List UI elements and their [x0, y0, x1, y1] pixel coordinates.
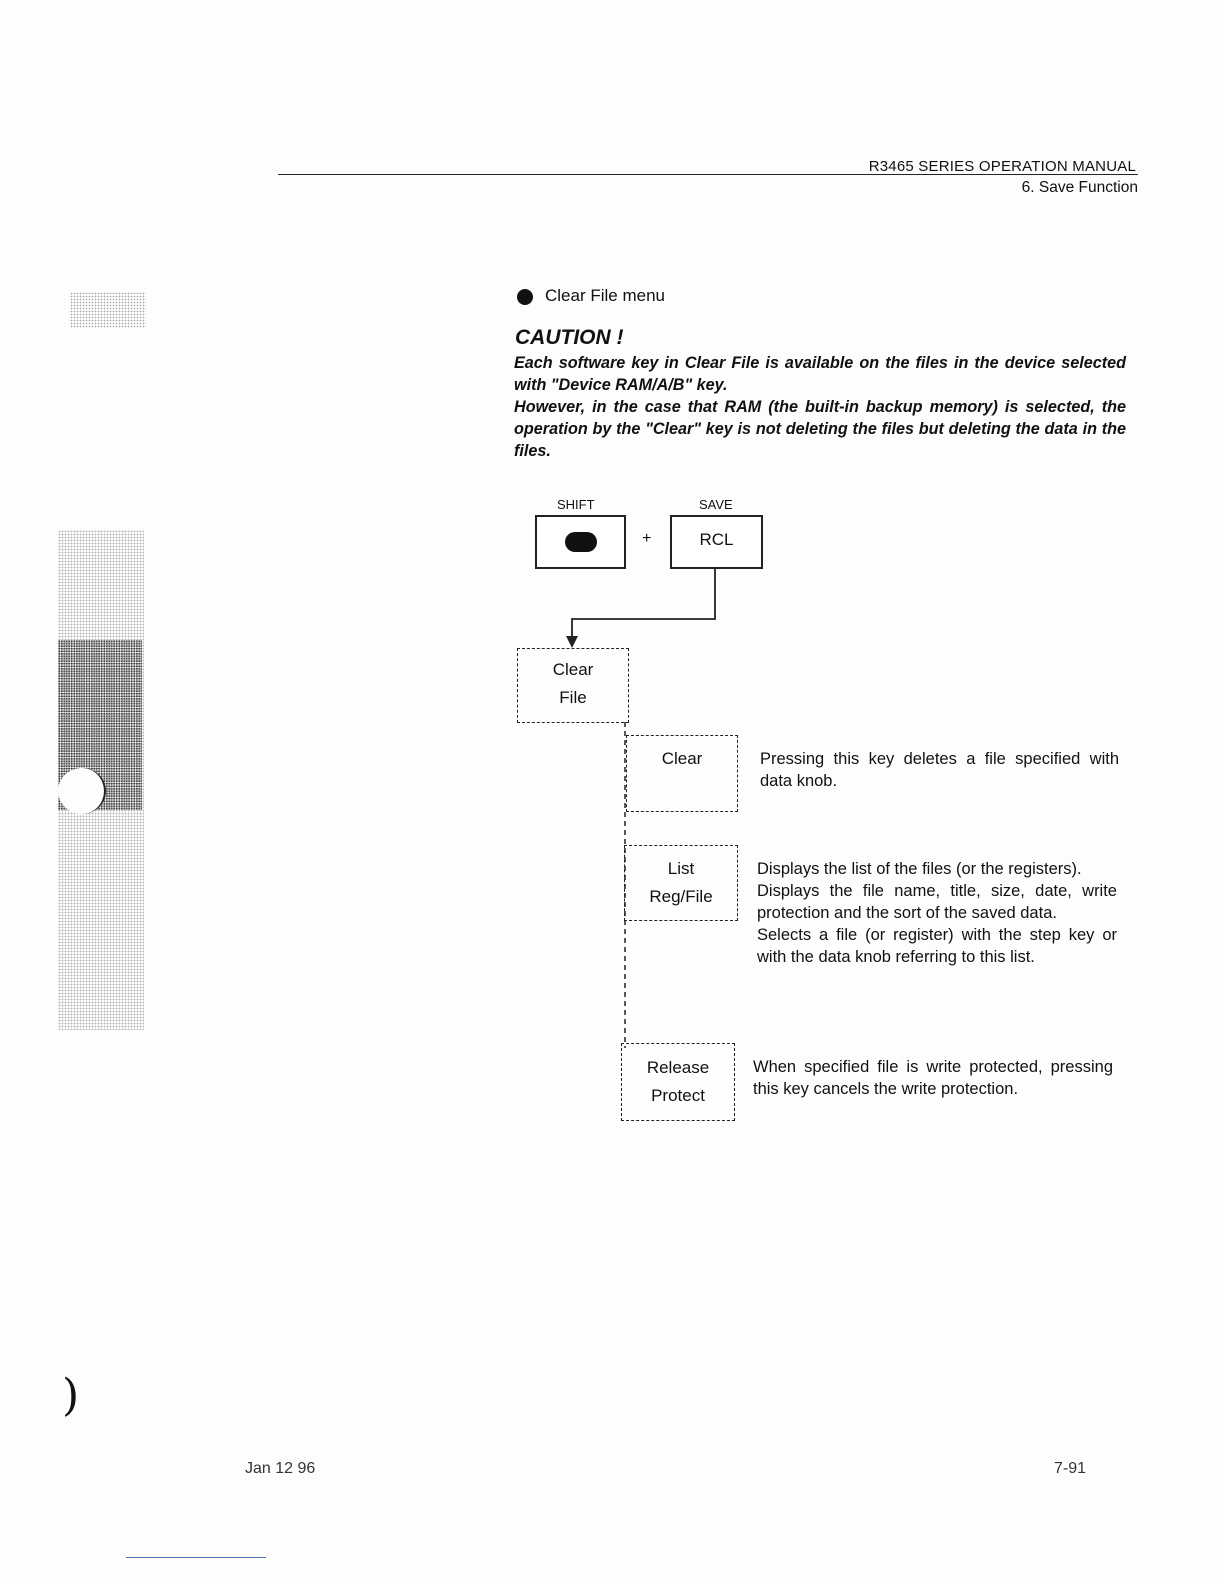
chapter-title: 6. Save Function: [1021, 179, 1138, 196]
rcl-key-label: RCL: [699, 530, 734, 549]
caution-title: CAUTION !: [515, 326, 624, 349]
plus-sign: +: [642, 530, 652, 547]
description-text: Displays the list of the files (or the registers).: [757, 860, 1082, 878]
shift-key-label: SHIFT: [557, 497, 595, 512]
caution-paragraph: However, in the case that RAM (the built-in backup memory) is selected, the operation by the "Clear" key is not deleting the files but deleting the data in the files.: [514, 398, 1126, 460]
softkey-release-protect[interactable]: [621, 1043, 735, 1121]
save-key-label: SAVE: [699, 497, 733, 512]
description-text: Displays the file name, title, size, date, write protection and the sort of the saved data.: [757, 882, 1117, 922]
manual-title: R3465 SERIES OPERATION MANUAL: [868, 158, 1136, 175]
caution-paragraph: Each software key in Clear File is available on the files in the device selected with "Device RAM/A/B" key.: [514, 354, 1126, 394]
section-title: Clear File menu: [545, 286, 665, 305]
softkey-label: Protect: [651, 1086, 705, 1105]
release-protect-description: [753, 1056, 1113, 1100]
softkey-label: List: [667, 859, 695, 878]
menu-label-line2: File: [559, 688, 587, 707]
softkey-label: Clear: [661, 749, 703, 768]
scan-mark: ): [62, 1370, 80, 1421]
footer-date: Jan 12 96: [245, 1460, 316, 1477]
menu-clear-file[interactable]: [517, 648, 629, 723]
description-text: When specified file is write protected, pressing this key cancels the write protection.: [753, 1058, 1113, 1098]
softkey-label: Reg/File: [649, 887, 713, 906]
menu-label-line1: Clear: [552, 660, 594, 679]
page-number: 7-91: [1054, 1460, 1087, 1477]
description-text: Pressing this key deletes a file specified with data knob.: [760, 750, 1119, 790]
description-text: Selects a file (or register) with the step key or with the data knob referring to this list.: [757, 926, 1117, 966]
softkey-clear[interactable]: [626, 735, 738, 812]
clear-description: [760, 748, 1119, 792]
bottom-rule: [126, 1557, 266, 1558]
list-description: [757, 858, 1117, 968]
softkey-list-reg-file[interactable]: [624, 845, 738, 921]
softkey-label: Release: [646, 1058, 710, 1077]
